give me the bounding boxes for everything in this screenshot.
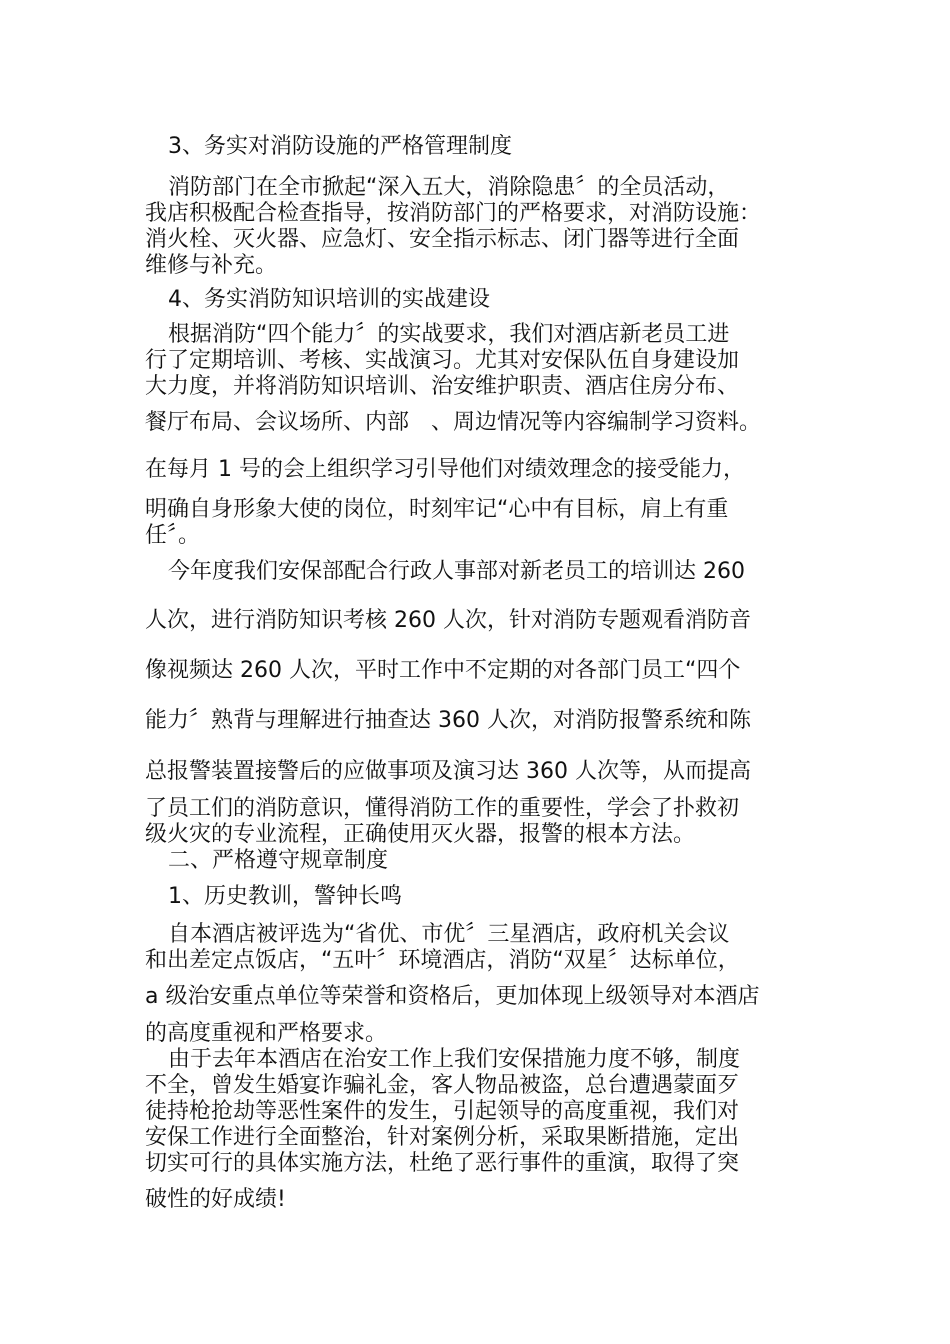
paragraph-line: 维修与补充。 <box>145 253 278 278</box>
paragraph-line: 切实可行的具体实施方法，杜绝了恶行事件的重演，取得了突 <box>145 1151 740 1176</box>
paragraph-line: 餐厅布局、会议场所、内部 、周边情况等内容编制学习资料。 <box>145 410 762 435</box>
paragraph-line: 了员工们的消防意识，懂得消防工作的重要性，学会了扑救初 <box>145 796 740 821</box>
paragraph-line: 大力度，并将消防知识培训、治安维护职责、酒店住房分布、 <box>145 374 740 399</box>
paragraph-line: 明确自身形象大使的岗位，时刻牢记“心中有目标，肩上有重 <box>145 497 729 522</box>
paragraph-line: 不全，曾发生婚宴诈骗礼金，客人物品被盗，总台遭遇蒙面歹 <box>145 1073 740 1098</box>
paragraph-line: 行了定期培训、考核、实战演习。尤其对安保队伍自身建设加 <box>145 348 740 373</box>
paragraph-line: 由于去年本酒店在治安工作上我们安保措施力度不够，制度 <box>168 1047 741 1072</box>
paragraph-line: 破性的好成绩! <box>145 1187 286 1212</box>
paragraph-line: 我店积极配合检查指导，按消防部门的严格要求，对消防设施： <box>145 201 762 226</box>
paragraph-line: a 级治安重点单位等荣誉和资格后，更加体现上级领导对本酒店 <box>145 984 760 1009</box>
paragraph-line: 级火灾的专业流程，正确使用灭火器，报警的根本方法。 <box>145 822 696 847</box>
paragraph-line: 和出差定点饭店，“五叶〞环境酒店，消防“双星〞达标单位， <box>145 948 740 973</box>
section-heading-fire-training: 4、务实消防知识培训的实战建设 <box>168 287 490 312</box>
paragraph-line: 人次，进行消防知识考核 260 人次，针对消防专题观看消防音 <box>145 608 751 633</box>
paragraph-line: 消防部门在全市掀起“深入五大，消除隐患〞的全员活动， <box>168 175 730 200</box>
section-heading-fire-facilities: 3、务实对消防设施的严格管理制度 <box>168 134 512 159</box>
section-heading-history-lessons: 1、历史教训，警钟长鸣 <box>168 884 402 909</box>
paragraph-line: 在每月 1 号的会上组织学习引导他们对绩效理念的接受能力， <box>145 457 745 482</box>
paragraph-line: 的高度重视和严格要求。 <box>145 1021 388 1046</box>
paragraph-line: 总报警装置接警后的应做事项及演习达 360 人次等，从而提高 <box>145 759 751 784</box>
paragraph-line: 任〞。 <box>145 523 201 548</box>
paragraph-line: 安保工作进行全面整治，针对案例分析，采取果断措施，定出 <box>145 1125 740 1150</box>
paragraph-line: 今年度我们安保部配合行政人事部对新老员工的培训达 260 <box>168 559 745 584</box>
paragraph-line: 能力〞熟背与理解进行抽查达 360 人次，对消防报警系统和陈 <box>145 708 751 733</box>
paragraph-line: 徒持枪抢劫等恶性案件的发生，引起领导的高度重视，我们对 <box>145 1099 740 1124</box>
chapter-heading-rules: 二、严格遵守规章制度 <box>168 848 389 873</box>
paragraph-line: 根据消防“四个能力〞的实战要求，我们对酒店新老员工进 <box>168 322 730 347</box>
paragraph-line: 消火栓、灭火器、应急灯、安全指示标志、闭门器等进行全面 <box>145 227 740 252</box>
paragraph-line: 像视频达 260 人次，平时工作中不定期的对各部门员工“四个 <box>145 658 741 683</box>
paragraph-line: 自本酒店被评选为“省优、市优〞三星酒店，政府机关会议 <box>168 922 730 947</box>
